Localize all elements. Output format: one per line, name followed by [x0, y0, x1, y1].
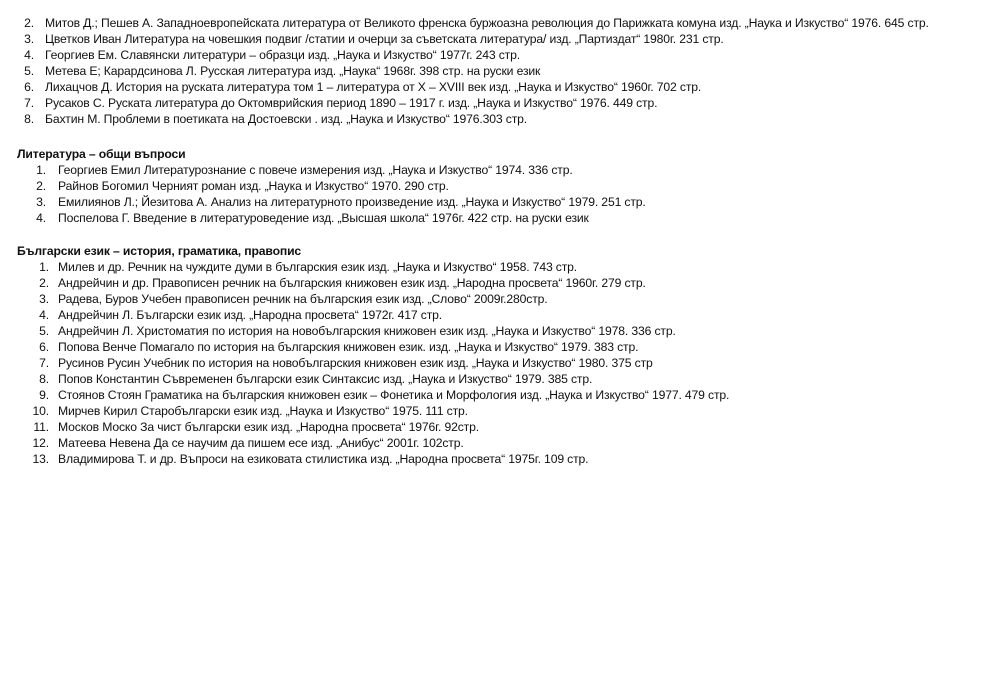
item-number: 11. — [33, 420, 49, 434]
item-number: 10. — [32, 404, 49, 418]
item-number: 1. — [36, 163, 46, 177]
item-number: 8. — [24, 112, 34, 126]
item-number: 8. — [39, 372, 49, 386]
item-number: 9. — [39, 388, 49, 402]
item-text: Райнов Богомил Черният роман изд. „Наука и Изкуство“ 1970. 290 стр. — [58, 179, 449, 193]
item-text: Москов Моско За чист български език изд. „Народна просвета“ 1976г. 92стр. — [58, 420, 479, 434]
item-number: 2. — [36, 179, 46, 193]
item-text: Мирчев Кирил Старобългарски език изд. „Наука и Изкуство“ 1975. 111 стр. — [58, 404, 468, 418]
item-text: Поспелова Г. Введение в литературоведение изд. „Высшая школа“ 1976г. 422 стр. на руски език — [58, 211, 589, 225]
item-text: Митов Д.; Пешев А. Западноевропейската литература от Великото френска буржоазна революция до Парижката комуна изд. „Наука и Изкуство“ 1976. 645 стр. — [45, 16, 929, 30]
item-number: 4. — [36, 211, 46, 225]
item-number: 6. — [24, 80, 34, 94]
item-text: Лихацчов Д. История на руската литература том 1 – литература от Х – XVIII век изд. „Наука и Изкуство“ 1960г. 702 стр. — [45, 80, 702, 94]
item-text: Стоянов Стоян Граматика на българския книжовен език – Фонетика и Морфология изд. „Наука и Изкуство“ 1977. 479 стр. — [58, 388, 730, 402]
item-text: Андрейчин и др. Правописен речник на българския книжовен език изд. „Народна просвета“ 1960г. 279 стр. — [58, 276, 646, 290]
item-number: 1. — [39, 260, 49, 274]
item-text: Георгиев Ем. Славянски литератури – образци изд. „Наука и Изкуство“ 1977г. 243 стр. — [45, 48, 520, 62]
item-text: Владимирова Т. и др. Въпроси на езиковата стилистика изд. „Народна просвета“ 1975г. 109 стр. — [58, 452, 589, 466]
item-number: 3. — [24, 32, 34, 46]
item-text: Цветков Иван Литература на човешкия подвиг /статии и очерци за съветската литература/ изд. „Партиздат“ 1980г. 231 стр. — [45, 32, 724, 46]
item-number: 6. — [39, 340, 49, 354]
item-text: Милев и др. Речник на чуждите думи в българския език изд. „Наука и Изкуство“ 1958. 743 стр. — [58, 260, 578, 274]
item-number: 4. — [39, 308, 49, 322]
item-number: 3. — [39, 292, 49, 306]
item-number: 7. — [24, 96, 34, 110]
item-text: Радева, Буров Учебен правописен речник на българския език изд. „Слово“ 2009г.280стр. — [58, 292, 548, 306]
item-number: 3. — [36, 195, 46, 209]
item-number: 5. — [24, 64, 34, 78]
item-text: Попова Венче Помагало по история на българския книжовен език. изд. „Наука и Изкуство“ 1979. 383 стр. — [58, 340, 639, 354]
item-text: Матеева Невена Да се научим да пишем есе изд. „Анибус“ 2001г. 102стр. — [58, 436, 464, 450]
item-text: Андрейчин Л. Христоматия по история на новобългарския книжовен език изд. „Наука и Изкуство“ 1978. 336 стр. — [58, 324, 676, 338]
item-text: Метева Е; Карардсинова Л. Русская литература изд. „Наука“ 1968г. 398 стр. на руски език — [45, 64, 541, 78]
section-heading-general-questions: Литература – общи въпроси — [17, 147, 186, 161]
item-number: 13. — [32, 452, 49, 466]
item-text: Георгиев Емил Литературознание с повече измерения изд. „Наука и Изкуство“ 1974. 336 стр. — [58, 163, 573, 177]
item-text: Русинов Русин Учебник по история на новобългарския книжовен език изд. „Наука и Изкуство“ 1980. 375 стр — [58, 356, 653, 370]
section-heading-bulgarian-language: Български език – история, граматика, правопис — [17, 244, 302, 258]
item-number: 2. — [24, 16, 34, 30]
item-number: 5. — [39, 324, 49, 338]
item-text: Попов Константин Съвременен български език Синтаксис изд. „Наука и Изкуство“ 1979. 385 стр. — [58, 372, 593, 386]
item-text: Андрейчин Л. Български език изд. „Народна просвета“ 1972г. 417 стр. — [58, 308, 443, 322]
item-number: 2. — [39, 276, 49, 290]
item-number: 7. — [39, 356, 49, 370]
item-number: 4. — [24, 48, 34, 62]
item-text: Емилиянов Л.; Йезитова А. Анализ на литературното произведение изд. „Наука и Изкуство“ 1979. 251 стр. — [58, 195, 646, 209]
item-text: Бахтин М. Проблеми в поетиката на Достоевски . изд. „Наука и Изкуство“ 1976.303 стр. — [45, 112, 528, 126]
item-text: Русаков С. Руската литература до Октомврийския период 1890 – 1917 г. изд. „Наука и Изкуство“ 1976. 449 стр. — [45, 96, 658, 110]
item-number: 12. — [32, 436, 49, 450]
